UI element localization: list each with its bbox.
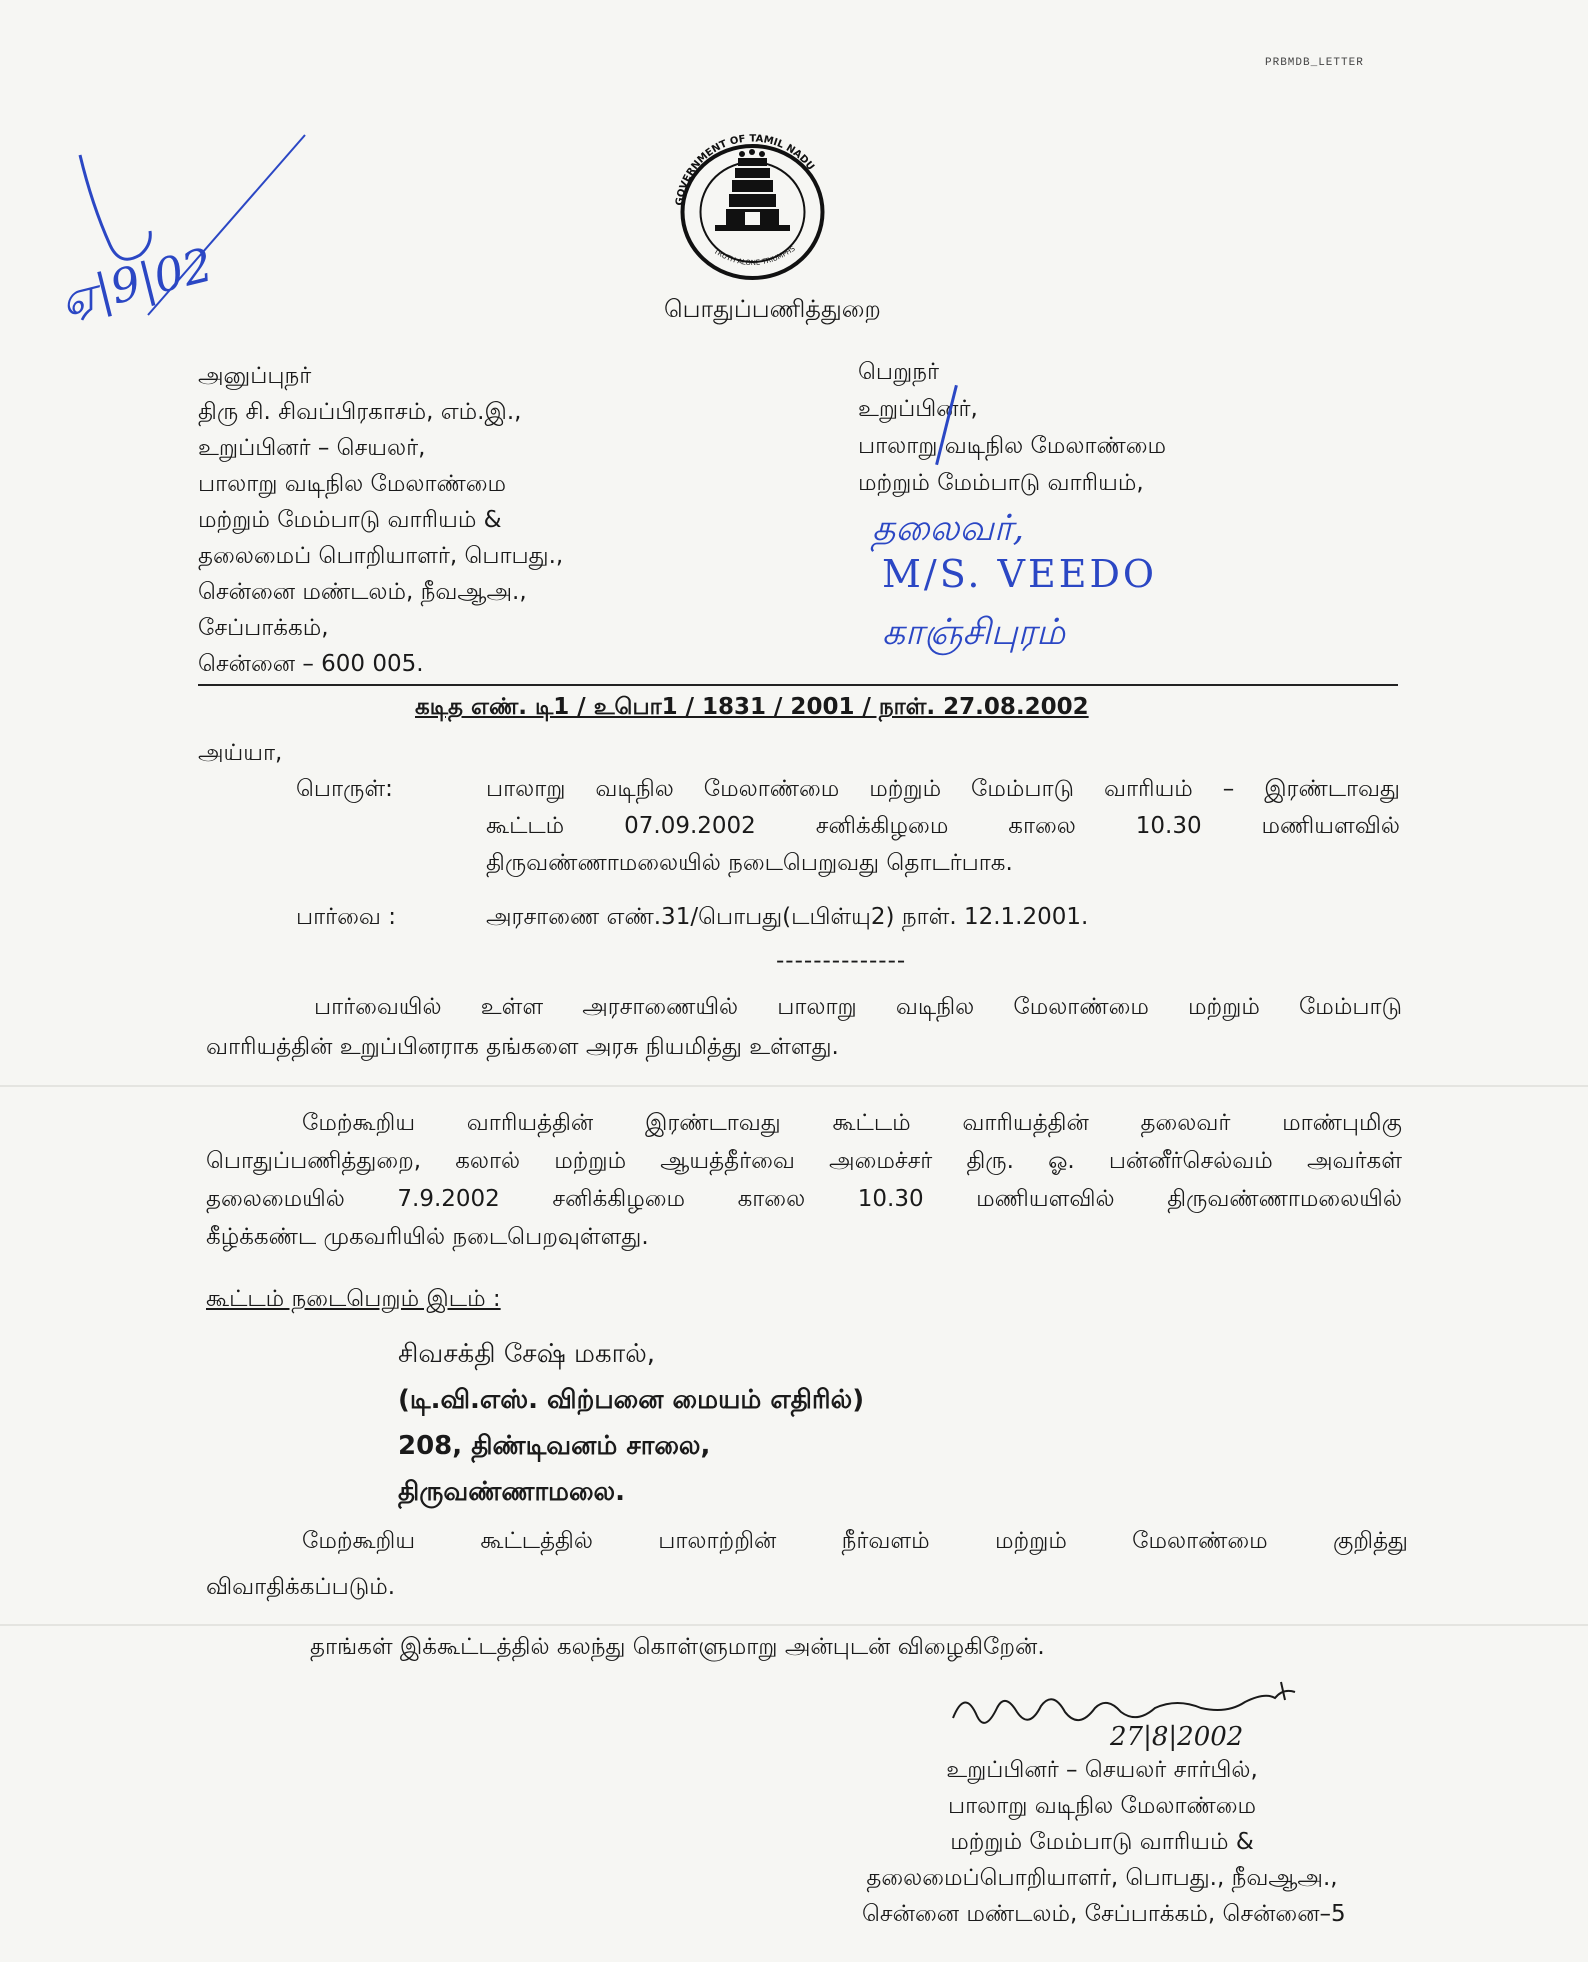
subject-label: பொருள்:: [296, 776, 393, 802]
signature-line: உறுப்பினர் – செயலர் சார்பில்,: [946, 1757, 1258, 1783]
header-divider: [198, 684, 1398, 686]
signature-block: [862, 1752, 1346, 1932]
sender-block: [198, 359, 563, 681]
subject-line: திருவண்ணாமலையில் நடைபெறுவது தொடர்பாக.: [486, 850, 1013, 876]
handwritten-recipient-name: M/S. VEEDO: [882, 552, 1158, 596]
sender-line: மற்றும் மேம்பாடு வாரியம் &: [198, 507, 502, 533]
paper-fold-line: [0, 1085, 1588, 1087]
paragraph-line: மேற்கூறிய கூட்டத்தில் பாலாற்றின் நீர்வளம் மற்றும் மேலாண்மை குறித்து: [302, 1528, 1408, 1554]
venue-line: 208, திண்டிவனம் சாலை,: [398, 1431, 711, 1461]
paragraph-line: வாரியத்தின் உறுப்பினராக தங்களை அரசு நியமித்து உள்ளது.: [206, 1034, 839, 1060]
paragraph-3: [206, 1524, 1408, 1604]
paragraph-line: விவாதிக்கப்படும்.: [206, 1574, 396, 1600]
paragraph-line: தலைமையில் 7.9.2002 சனிக்கிழமை காலை 10.30 மணியளவில் திருவண்ணாமலையில்: [206, 1186, 1402, 1212]
reference-label: பார்வை :: [296, 904, 396, 930]
recipient-line: உறுப்பினர்,: [858, 396, 978, 422]
signature-line: தலைமைப்பொறியாளர், பொபது., நீவஆஅ.,: [866, 1865, 1338, 1891]
sender-line: சென்னை மண்டலம், நீவஆஅ.,: [198, 579, 527, 605]
signature-date: 27|8|2002: [1110, 1722, 1244, 1752]
subject-text: [486, 772, 1400, 880]
handwritten-recipient-title: தலைவர்,: [872, 508, 1025, 549]
paper-fold-line: [0, 1624, 1588, 1626]
handwritten-date-top: ஏ|9|02: [54, 237, 218, 328]
sender-heading: அனுப்புநர்: [198, 363, 312, 389]
signature-line: சென்னை மண்டலம், சேப்பாக்கம், சென்னை–5: [862, 1901, 1346, 1927]
recipient-line: மற்றும் மேம்பாடு வாரியம்,: [858, 470, 1144, 496]
document-reference: PRBMDB_LETTER: [1265, 57, 1364, 69]
signature-line: பாலாறு வடிநில மேலாண்மை: [947, 1793, 1257, 1819]
government-seal: [660, 120, 845, 280]
paragraph-line: பார்வையில் உள்ள அரசாணையில் பாலாறு வடிநில மேலாண்மை மற்றும் மேம்பாடு: [314, 994, 1402, 1020]
sender-line: சென்னை – 600 005.: [198, 651, 424, 677]
paragraph-4: தாங்கள் இக்கூட்டத்தில் கலந்து கொள்ளுமாறு அன்புடன் விழைகிறேன்.: [310, 1634, 1045, 1660]
venue-line: சிவசக்தி சேஷ் மகால்,: [398, 1339, 656, 1369]
paragraph-1: [206, 990, 1402, 1064]
recipient-block: [858, 355, 1166, 500]
paragraph-line: பொதுப்பணித்துறை, கலால் மற்றும் ஆயத்தீர்வை அமைச்சர் திரு. ஓ. பன்னீர்செல்வம் அவர்கள்: [206, 1148, 1402, 1174]
recipient-line: பாலாறு வடிநில மேலாண்மை: [858, 433, 1167, 459]
letter-number: கடித எண். டி1 / உபொ1 / 1831 / 2001 / நாள். 27.08.2002: [415, 694, 1089, 720]
subject-line: கூட்டம் 07.09.2002 சனிக்கிழமை காலை 10.30 மணியளவில்: [486, 813, 1400, 839]
svg-text:TRUTH ALONE TRIUMPHS: [711, 244, 797, 267]
seal-motto-text: TRUTH ALONE TRIUMPHS: [712, 244, 797, 268]
separator-dashes: --------------: [776, 948, 907, 974]
seal-ring-text: GOVERNMENT OF TAMIL NADU: [674, 133, 817, 207]
venue-line: திருவண்ணாமலை.: [398, 1477, 626, 1507]
reference-text: அரசாணை எண்.31/பொபது(டபிள்யு2) நாள். 12.1.2001.: [486, 904, 1089, 930]
signature-line: மற்றும் மேம்பாடு வாரியம் &: [950, 1829, 1254, 1855]
sender-line: திரு சி. சிவப்பிரகாசம், எம்.இ.,: [198, 399, 522, 425]
handwritten-recipient-place: காஞ்சிபுரம்: [882, 612, 1066, 653]
seal-emblem-icon: [660, 120, 845, 280]
venue-heading: கூட்டம் நடைபெறும் இடம் :: [206, 1286, 501, 1312]
paragraph-line: மேற்கூறிய வாரியத்தின் இரண்டாவது கூட்டம் வாரியத்தின் தலைவர் மாண்புமிகு: [302, 1110, 1402, 1136]
sender-line: தலைமைப் பொறியாளர், பொபது.,: [198, 543, 564, 569]
venue-line: (டி.வி.எஸ். விற்பனை மையம் எதிரில்): [398, 1385, 865, 1415]
sender-line: சேப்பாக்கம்,: [198, 615, 329, 641]
subject-line: பாலாறு வடிநில மேலாண்மை மற்றும் மேம்பாடு வாரியம் – இரண்டாவது: [486, 776, 1400, 802]
venue-address: [398, 1334, 864, 1512]
recipient-heading: பெறுநர்: [858, 359, 940, 385]
department-title: பொதுப்பணித்துறை: [664, 295, 881, 323]
salutation: அய்யா,: [198, 740, 283, 766]
paragraph-2: [206, 1106, 1402, 1254]
sender-line: பாலாறு வடிநில மேலாண்மை: [198, 471, 507, 497]
paragraph-line: கீழ்க்கண்ட முகவரியில் நடைபெறவுள்ளது.: [206, 1224, 649, 1250]
sender-line: உறுப்பினர் – செயலர்,: [198, 435, 426, 461]
